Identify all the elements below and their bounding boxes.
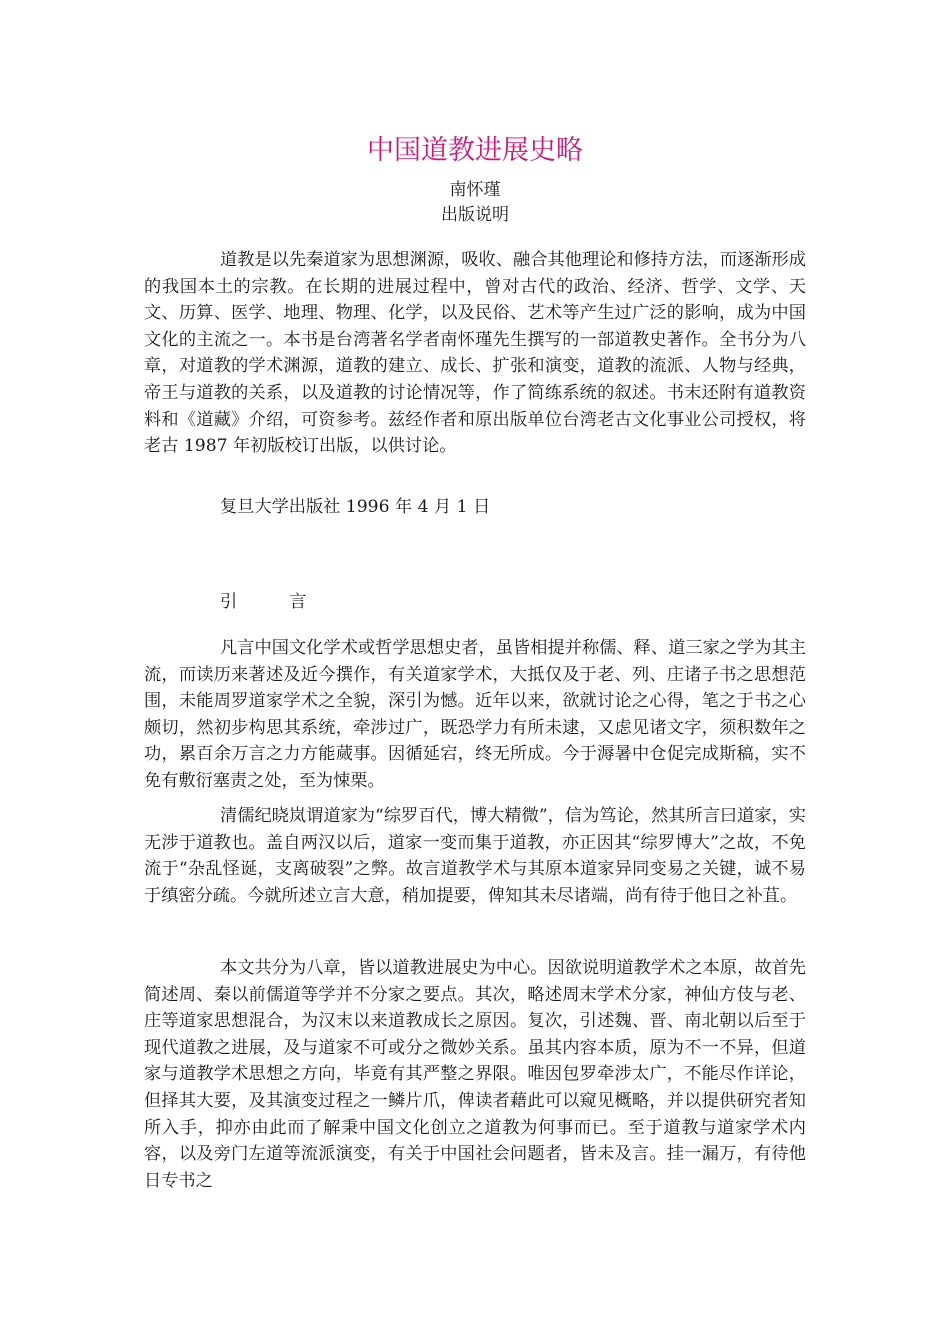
intro-heading bbox=[220, 589, 306, 616]
author-name: 南怀瑾 bbox=[449, 180, 501, 200]
publisher-date: 复旦大学出版社 1996 年 4 月 1 日 bbox=[220, 497, 491, 517]
intro-paragraph: 凡言中国文化学术或哲学思想史者，虽皆相提并称儒、释、道三家之学为其主流，而读历来著述及近今撰作，有关道家学术，大抵仅及于老、列、庄诸子书之思想范围，未能周罗道家学术之全貌，深引为憾。近年以来，欲就讨论之心得，笔之于书之心颇切，然初步构思其系统，牵涉过广，既恐学力有所未逮，又虑见诸文字，须积数年之功，累百余万言之力方能蒇事。因循延宕，终无所成。今于溽暑中仓促完成斯稿，实不免有敷衍塞责之处，至为悚栗。 bbox=[144, 638, 806, 791]
intro-paragraph: 本文共分为八章，皆以道教进展史为中心。因欲说明道教学术之本原，故首先简述周、秦以前儒道等学并不分家之要点。其次，略述周末学术分家，神仙方伎与老、庄等道家思想混合，为汉末以来道教成长之原因。复次，引述魏、晋、南北朝以后至于现代道教之进展，及与道家不可或分之微妙关系。虽其内容本质，原为不一不异，但道家与道教学术思想之方向，毕竟有其严整之界限。唯因包罗牵涉太广，不能尽作详论，但择其大要，及其演变过程之一鳞片爪，俾读者藉此可以窥见概略，并以提供研究者知所入手，抑亦由此而了解秉中国文化创立之道教为何事而已。至于道教与道家学术内容，以及旁门左道等流派演变，有关于中国社会问题者，皆未及言。挂一漏万，有待他日专书之 bbox=[144, 958, 806, 1191]
document-title: 中国道教进展史略 bbox=[367, 135, 583, 166]
intro-paragraph: 清儒纪晓岚谓道家为“综罗百代，博大精微”，信为笃论，然其所言曰道家，实无涉于道教也。盖自两汉以后，道家一变而集于道教，亦正因其“综罗博大”之故，不免流于“杂乱怪诞，支离破裂”之弊。故言道教学术与其原本道家异同变易之关键，诚不易于缜密分疏。今就所述立言大意，稍加提要，俾知其未尽诸端，尚有待于他日之补苴。 bbox=[144, 806, 806, 906]
section-subtitle: 出版说明 bbox=[441, 205, 509, 225]
intro-heading-part2: 言 bbox=[289, 592, 307, 612]
intro-heading-part1: 引 bbox=[220, 592, 238, 612]
preface-paragraph: 道教是以先秦道家为思想渊源，吸收、融合其他理论和修持方法，而逐渐形成的我国本土的宗教。在长期的进展过程中，曾对古代的政治、经济、哲学、文学、天文、历算、医学、地理、物理、化学，以及民俗、艺术等产生过广泛的影响，成为中国文化的主流之一。本书是台湾著名学者南怀瑾先生撰写的一部道教史著作。全书分为八章，对道教的学术渊源，道教的建立、成长、扩张和演变，道教的流派、人物与经典，帝王与道教的关系，以及道教的讨论情况等，作了简练系统的叙述。书末还附有道教资料和《道藏》介绍，可资参考。兹经作者和原出版单位台湾老古文化事业公司授权，将老古 1987 年初版校订出版，以供讨论。 bbox=[144, 250, 806, 457]
